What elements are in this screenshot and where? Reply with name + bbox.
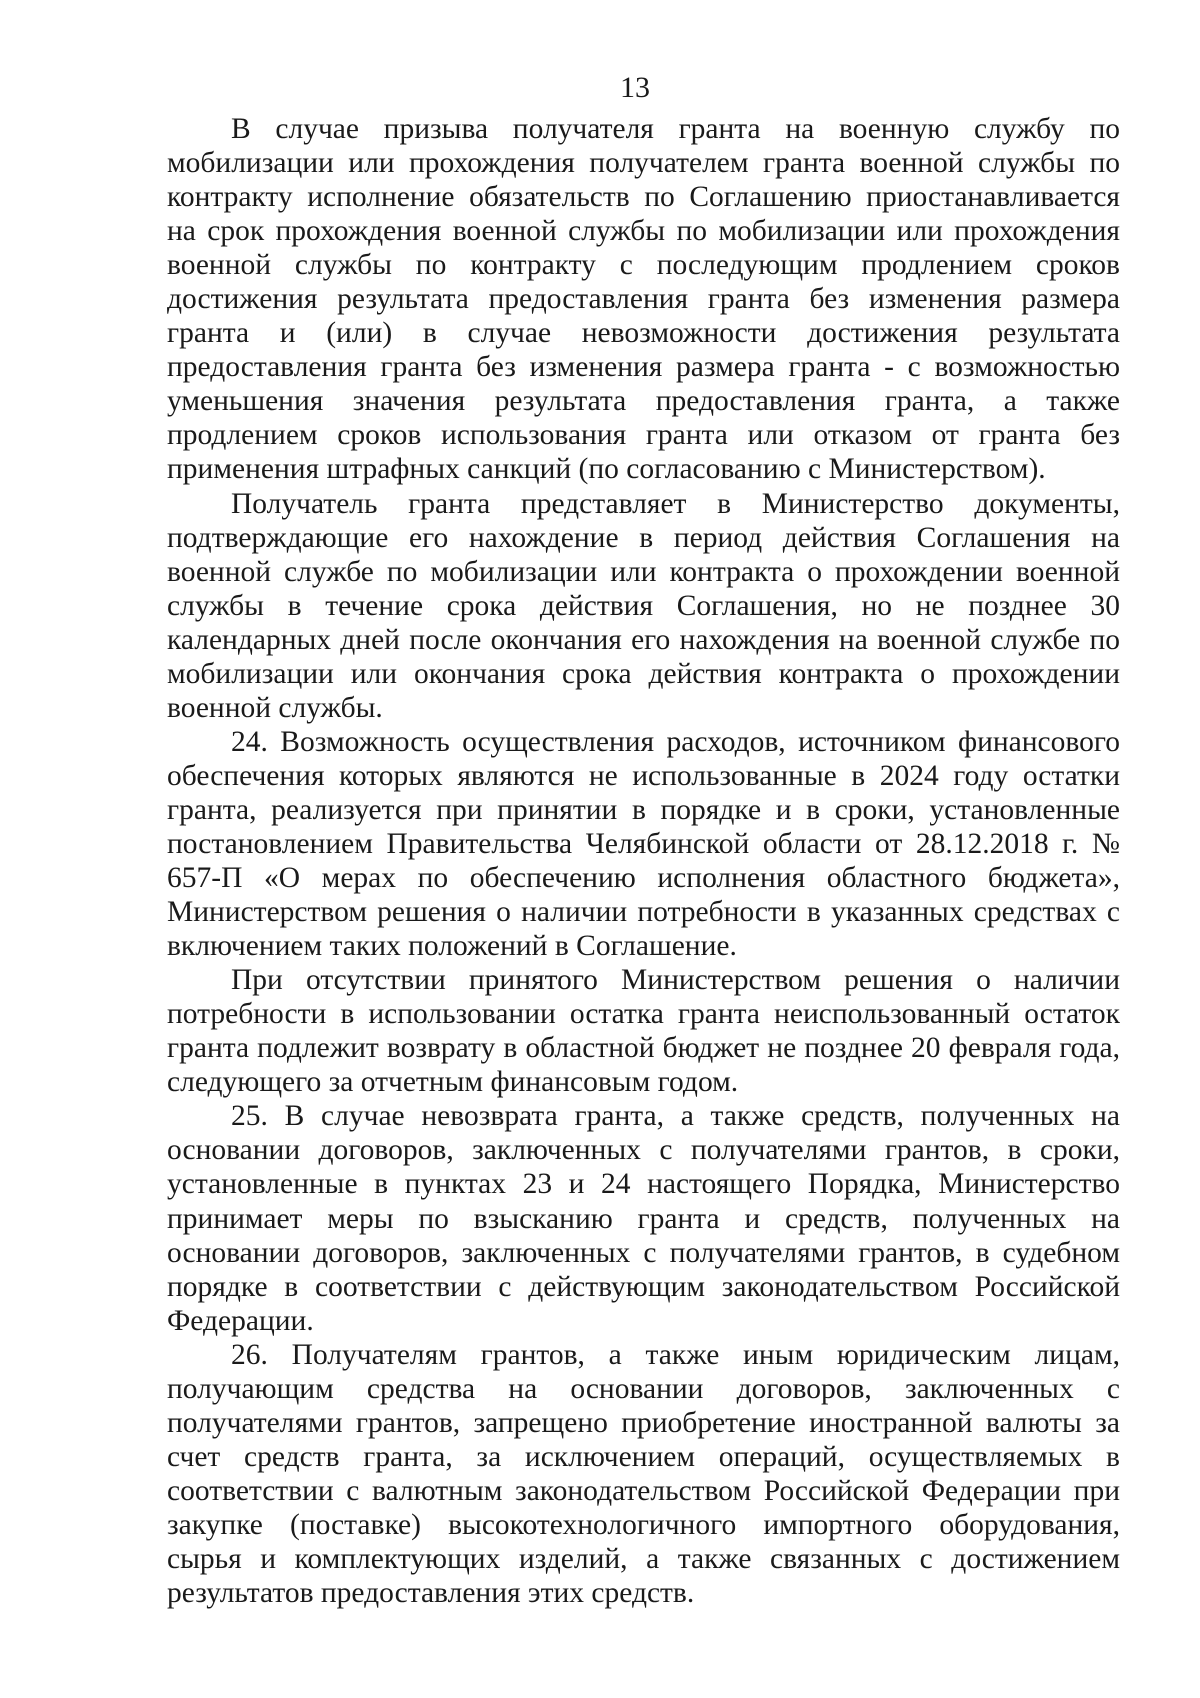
page-number: 13 [620,71,650,104]
paragraph-item-26: 26. Получателям грантов, а также иным юридическим лицам, получающим средства на основании договоров, заключенных с получателями грантов, запрещено приобретение иностранной валюты за счет средств гранта, за исключением операций, осуществляемых в соответствии с валютным законодательством Российской Федерации при закупке (поставке) высокотехнологичного импортного оборудования, сырья и комплектующих изделий, а также связанных с достижением результатов предоставления этих средств. [167,1338,1120,1610]
paragraph-item-24: 24. Возможность осуществления расходов, источником финансового обеспечения которых являются не использованные в 2024 году остатки гранта, реализуется при принятии в порядке и в сроки, установленные постановлением Правительства Челябинской области от 28.12.2018 г. № 657-П «О мерах по обеспечению исполнения областного бюджета», Министерством решения о наличии потребности в указанных средствах с включением таких положений в Соглашение. [167,725,1120,963]
paragraph-documents: Получатель гранта представляет в Министерство документы, подтверждающие его нахождение в период действия Соглашения на военной службе по мобилизации или контракта о прохождении военной службы в течение срока действия Соглашения, но не позднее 30 календарных дней после окончания его нахождения на военной службе по мобилизации или окончания срока действия контракта о прохождении военной службы. [167,487,1120,724]
paragraph-grant-return: При отсутствии принятого Министерством решения о наличии потребности в использовании остатка гранта неиспользованный остаток гранта подлежит возврату в областной бюджет не позднее 20 февраля года, следующего за отчетным финансовым годом. [167,964,1120,1099]
document-body [167,112,1120,1610]
paragraph-mobilization: В случае призыва получателя гранта на военную службу по мобилизации или прохождения получателем гранта военной службы по контракту исполнение обязательств по Соглашению приостанавливается на срок прохождения военной службы по мобилизации или прохождения военной службы по контракту с последующим продлением сроков достижения результата предоставления гранта без изменения размера гранта и (или) в случае невозможности достижения результата предоставления гранта без изменения размера гранта - с возможностью уменьшения значения результата предоставления гранта, а также продлением сроков использования гранта или отказом от гранта без применения штрафных санкций (по согласованию с Министерством). [167,113,1120,486]
paragraph-item-25: 25. В случае невозврата гранта, а также средств, полученных на основании договоров, заключенных с получателями грантов, в сроки, установленные в пунктах 23 и 24 настоящего Порядка, Министерство принимает меры по взысканию гранта и средств, полученных на основании договоров, заключенных с получателями грантов, в судебном порядке в соответствии с действующим законодательством Российской Федерации. [167,1100,1120,1337]
